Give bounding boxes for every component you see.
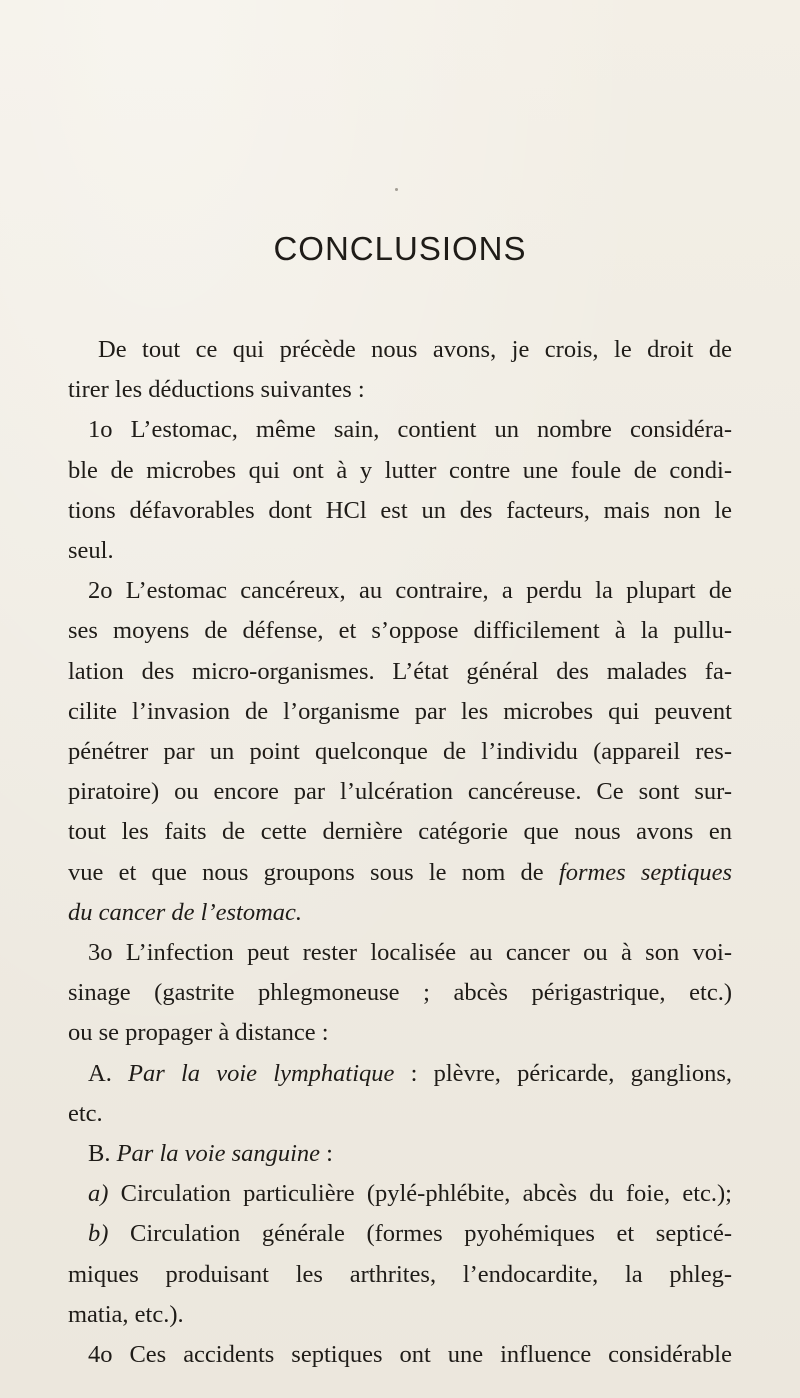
text-segment: Circulation générale (formes pyohémiques et septicé-	[130, 1220, 732, 1248]
text-line: tions défavorables dont HCl est un des facteurs, mais non le	[68, 496, 732, 524]
text-line: 1o L’estomac, même sain, contient un nombre considéra-	[88, 416, 732, 444]
text-line: sinage (gastrite phlegmoneuse ; abcès périgastrique, etc.)	[68, 979, 732, 1007]
italic-term: formes septiques	[558, 858, 733, 886]
italic-term: Par la voie lymphatique	[128, 1059, 395, 1087]
list-letter: b)	[88, 1220, 131, 1248]
text-line: seul.	[68, 537, 114, 565]
paper-speck	[395, 188, 398, 191]
body-text	[68, 330, 732, 1375]
text-line: lation des micro-organismes. L’état général des malades fa-	[68, 657, 732, 685]
text-line-mixed	[68, 1214, 732, 1254]
text-segment: B.	[88, 1140, 117, 1168]
text-segment: :	[320, 1140, 333, 1168]
text-line: 4o Ces accidents septiques ont une influence considérable	[88, 1341, 732, 1369]
text-line-mixed	[68, 1174, 732, 1214]
text-line: ou se propager à distance :	[68, 1019, 329, 1047]
text-line: ble de microbes qui ont à y lutter contre une foule de condi-	[68, 456, 732, 484]
text-line: du cancer de l’estomac.	[68, 898, 303, 926]
italic-term: Par la voie sanguine	[116, 1140, 321, 1168]
text-line: cilite l’invasion de l’organisme par les microbes qui peuvent	[68, 697, 732, 725]
text-line: pénétrer par un point quelconque de l’individu (appareil res-	[68, 738, 732, 766]
text-line: matia, etc.).	[68, 1300, 184, 1328]
text-segment: : plèvre, péricarde, ganglions,	[394, 1059, 732, 1087]
list-letter: a)	[88, 1180, 121, 1208]
text-line: tout les faits de cette dernière catégorie que nous avons en	[68, 818, 732, 846]
text-line-mixed	[68, 1134, 732, 1174]
text-segment: Circulation particulière (pylé-phlébite, abcès du foie, etc.);	[120, 1180, 732, 1208]
text-line: piratoire) ou encore par l’ulcération cancéreuse. Ce sont sur-	[68, 778, 732, 806]
text-line: miques produisant les arthrites, l’endocardite, la phleg-	[68, 1260, 732, 1288]
text-line-mixed	[68, 853, 732, 893]
text-line: De tout ce qui précède nous avons, je crois, le droit de	[98, 336, 732, 363]
text-line: 3o L’infection peut rester localisée au cancer ou à son voi-	[88, 939, 732, 967]
text-line: ses moyens de défense, et s’oppose difficilement à la pullu-	[68, 617, 732, 645]
text-line: 2o L’estomac cancéreux, au contraire, a perdu la plupart de	[88, 577, 732, 605]
text-line: tirer les déductions suivantes :	[68, 376, 365, 404]
text-segment: vue et que nous groupons sous le nom de	[68, 858, 559, 886]
text-segment: A.	[88, 1059, 129, 1087]
page-title: CONCLUSIONS	[273, 230, 527, 267]
text-line-mixed	[68, 1054, 732, 1094]
text-line: etc.	[68, 1099, 103, 1127]
